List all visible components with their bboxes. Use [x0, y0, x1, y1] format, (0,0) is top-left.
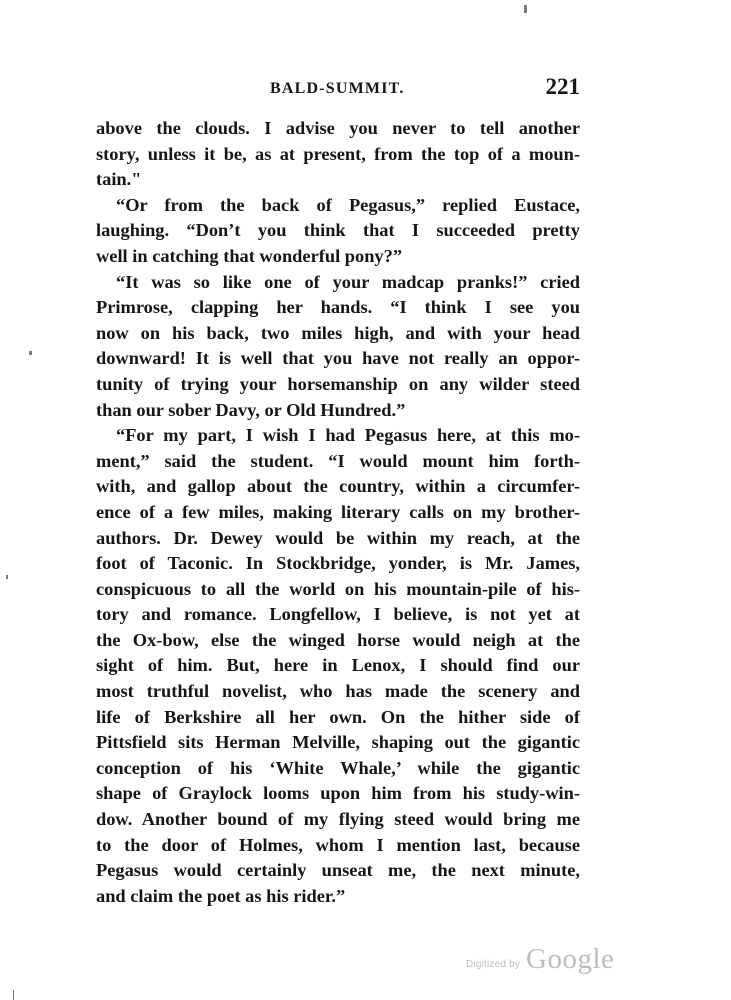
digitized-watermark: [466, 943, 616, 977]
text-line: conspicuous to all the world on his mountain-pile of his-: [96, 578, 580, 599]
text-line: “It was so like one of your madcap pranks!” cried: [116, 271, 580, 292]
text-line: Primrose, clapping her hands. “I think I see you: [96, 297, 580, 318]
text-line: life of Berkshire all her own. On the hither side of: [96, 706, 580, 727]
text-line: most truthful novelist, who has made the scenery and: [96, 681, 580, 702]
text-line: story, unless it be, as at present, from the top of a moun-: [96, 143, 580, 164]
scan-edge-line: [13, 990, 14, 1000]
scan-speck: [29, 351, 32, 355]
text-line: Pegasus would certainly unseat me, the next minute,: [96, 860, 580, 881]
page-header: [270, 74, 580, 104]
text-line: to the door of Holmes, whom I mention last, because: [96, 834, 580, 855]
text-line: tory and romance. Longfellow, I believe, is not yet at: [96, 604, 580, 625]
text-line: “Or from the back of Pegasus,” replied Eustace,: [116, 194, 580, 215]
text-line: conception of his ‘White Whale,’ while the gigantic: [96, 757, 580, 778]
scan-speck: [524, 5, 527, 13]
text-line: dow. Another bound of my flying steed would bring me: [96, 809, 580, 830]
page-number: 221: [545, 74, 580, 99]
text-line: the Ox-bow, else the winged horse would neigh at the: [96, 629, 580, 650]
google-logo: Google: [526, 943, 615, 975]
text-line: ment,” said the student. “I would mount him forth-: [96, 450, 580, 471]
text-line: now on his back, two miles high, and with your head: [96, 322, 580, 343]
text-line: authors. Dr. Dewey would be within my reach, at the: [96, 527, 580, 548]
scan-speck: [6, 575, 8, 579]
text-line: than our sober Davy, or Old Hundred.”: [96, 399, 406, 420]
text-line: above the clouds. I advise you never to tell another: [96, 118, 580, 138]
text-line: and claim the poet as his rider.”: [96, 885, 346, 906]
text-line: with, and gallop about the country, within a circumfer-: [96, 476, 580, 497]
text-line: “For my part, I wish I had Pegasus here, at this mo-: [116, 425, 580, 446]
body-text: [96, 116, 580, 909]
text-line: sight of him. But, here in Lenox, I should find our: [96, 655, 580, 676]
text-line: foot of Taconic. In Stockbridge, yonder, is Mr. James,: [96, 553, 580, 574]
digitized-by-text: Digitized by: [466, 959, 521, 970]
text-line: shape of Graylock looms upon him from his study-win-: [96, 783, 580, 804]
text-line: well in catching that wonderful pony?”: [96, 245, 403, 266]
text-line: laughing. “Don’t you think that I succeeded pretty: [96, 220, 580, 241]
text-line: Pittsfield sits Herman Melville, shaping out the gigantic: [96, 732, 580, 753]
text-line: ence of a few miles, making literary calls on my brother-: [96, 501, 580, 522]
running-head: BALD-SUMMIT.: [270, 80, 405, 97]
text-line: downward! It is well that you have not really an oppor-: [96, 348, 580, 369]
text-line: tunity of trying your horsemanship on any wilder steed: [96, 373, 580, 394]
text-line: tain.": [96, 169, 142, 190]
